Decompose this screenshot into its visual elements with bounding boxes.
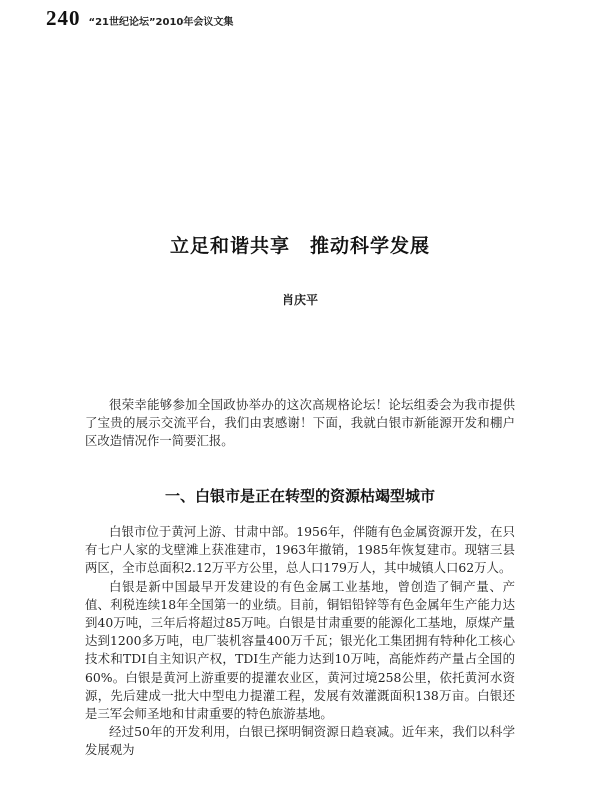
intro-paragraph: 很荣幸能够参加全国政协举办的这次高规格论坛！论坛组委会为我市提供了宝贵的展示交流平台，我们由衷感谢！下面，我就白银市新能源开发和棚户区改造情况作一简要汇报。 [85, 397, 515, 448]
page-number: 240 [46, 6, 81, 30]
article-author: 肖庆平 [281, 293, 318, 307]
body-paragraph: 白银市位于黄河上游、甘肃中部。1956年，伴随有色金属资源开发，在只有七户人家的戈壁滩上获准建市，1963年撤销，1985年恢复建市。现辖三县两区，全市总面积2.12万平方公里，总人口179万人，其中城镇人口62万人。 [85, 524, 515, 576]
body-paragraph: 白银是新中国最早开发建设的有色金属工业基地，曾创造了铜产量、产值、利税连续18年全国第一的业绩。目前，铜铝铅锌等有色金属年生产能力达到40万吨，三年后将超过85万吨。白银是甘肃重要的能源化工基地，原煤产量达到1200多万吨，电厂装机容量400万千瓦；银光化工集团拥有特种化工核心技术和TDI自主知识产权，TDI生产能力达到10万吨，高能炸药产量占全国的60%。白银是黄河上游重要的提灌农业区，黄河过境258公里，依托黄河水资源，先后建成一批大中型电力提灌工程，发展有效灌溉面积138万亩。白银还是三军会师圣地和甘肃重要的特色旅游基地。 [85, 578, 515, 722]
section-heading: 一、白银市是正在转型的资源枯竭型城市 [164, 487, 435, 505]
body-paragraph: 经过50年的开发利用，白银已探明铜资源日趋衰减。近年来，我们以科学发展观为 [85, 724, 515, 758]
page-header [46, 6, 233, 31]
running-head: “21世纪论坛”2010年会议文集 [88, 17, 234, 28]
body-text [85, 523, 515, 760]
article-title: 立足和谐共享 推动科学发展 [169, 235, 430, 257]
